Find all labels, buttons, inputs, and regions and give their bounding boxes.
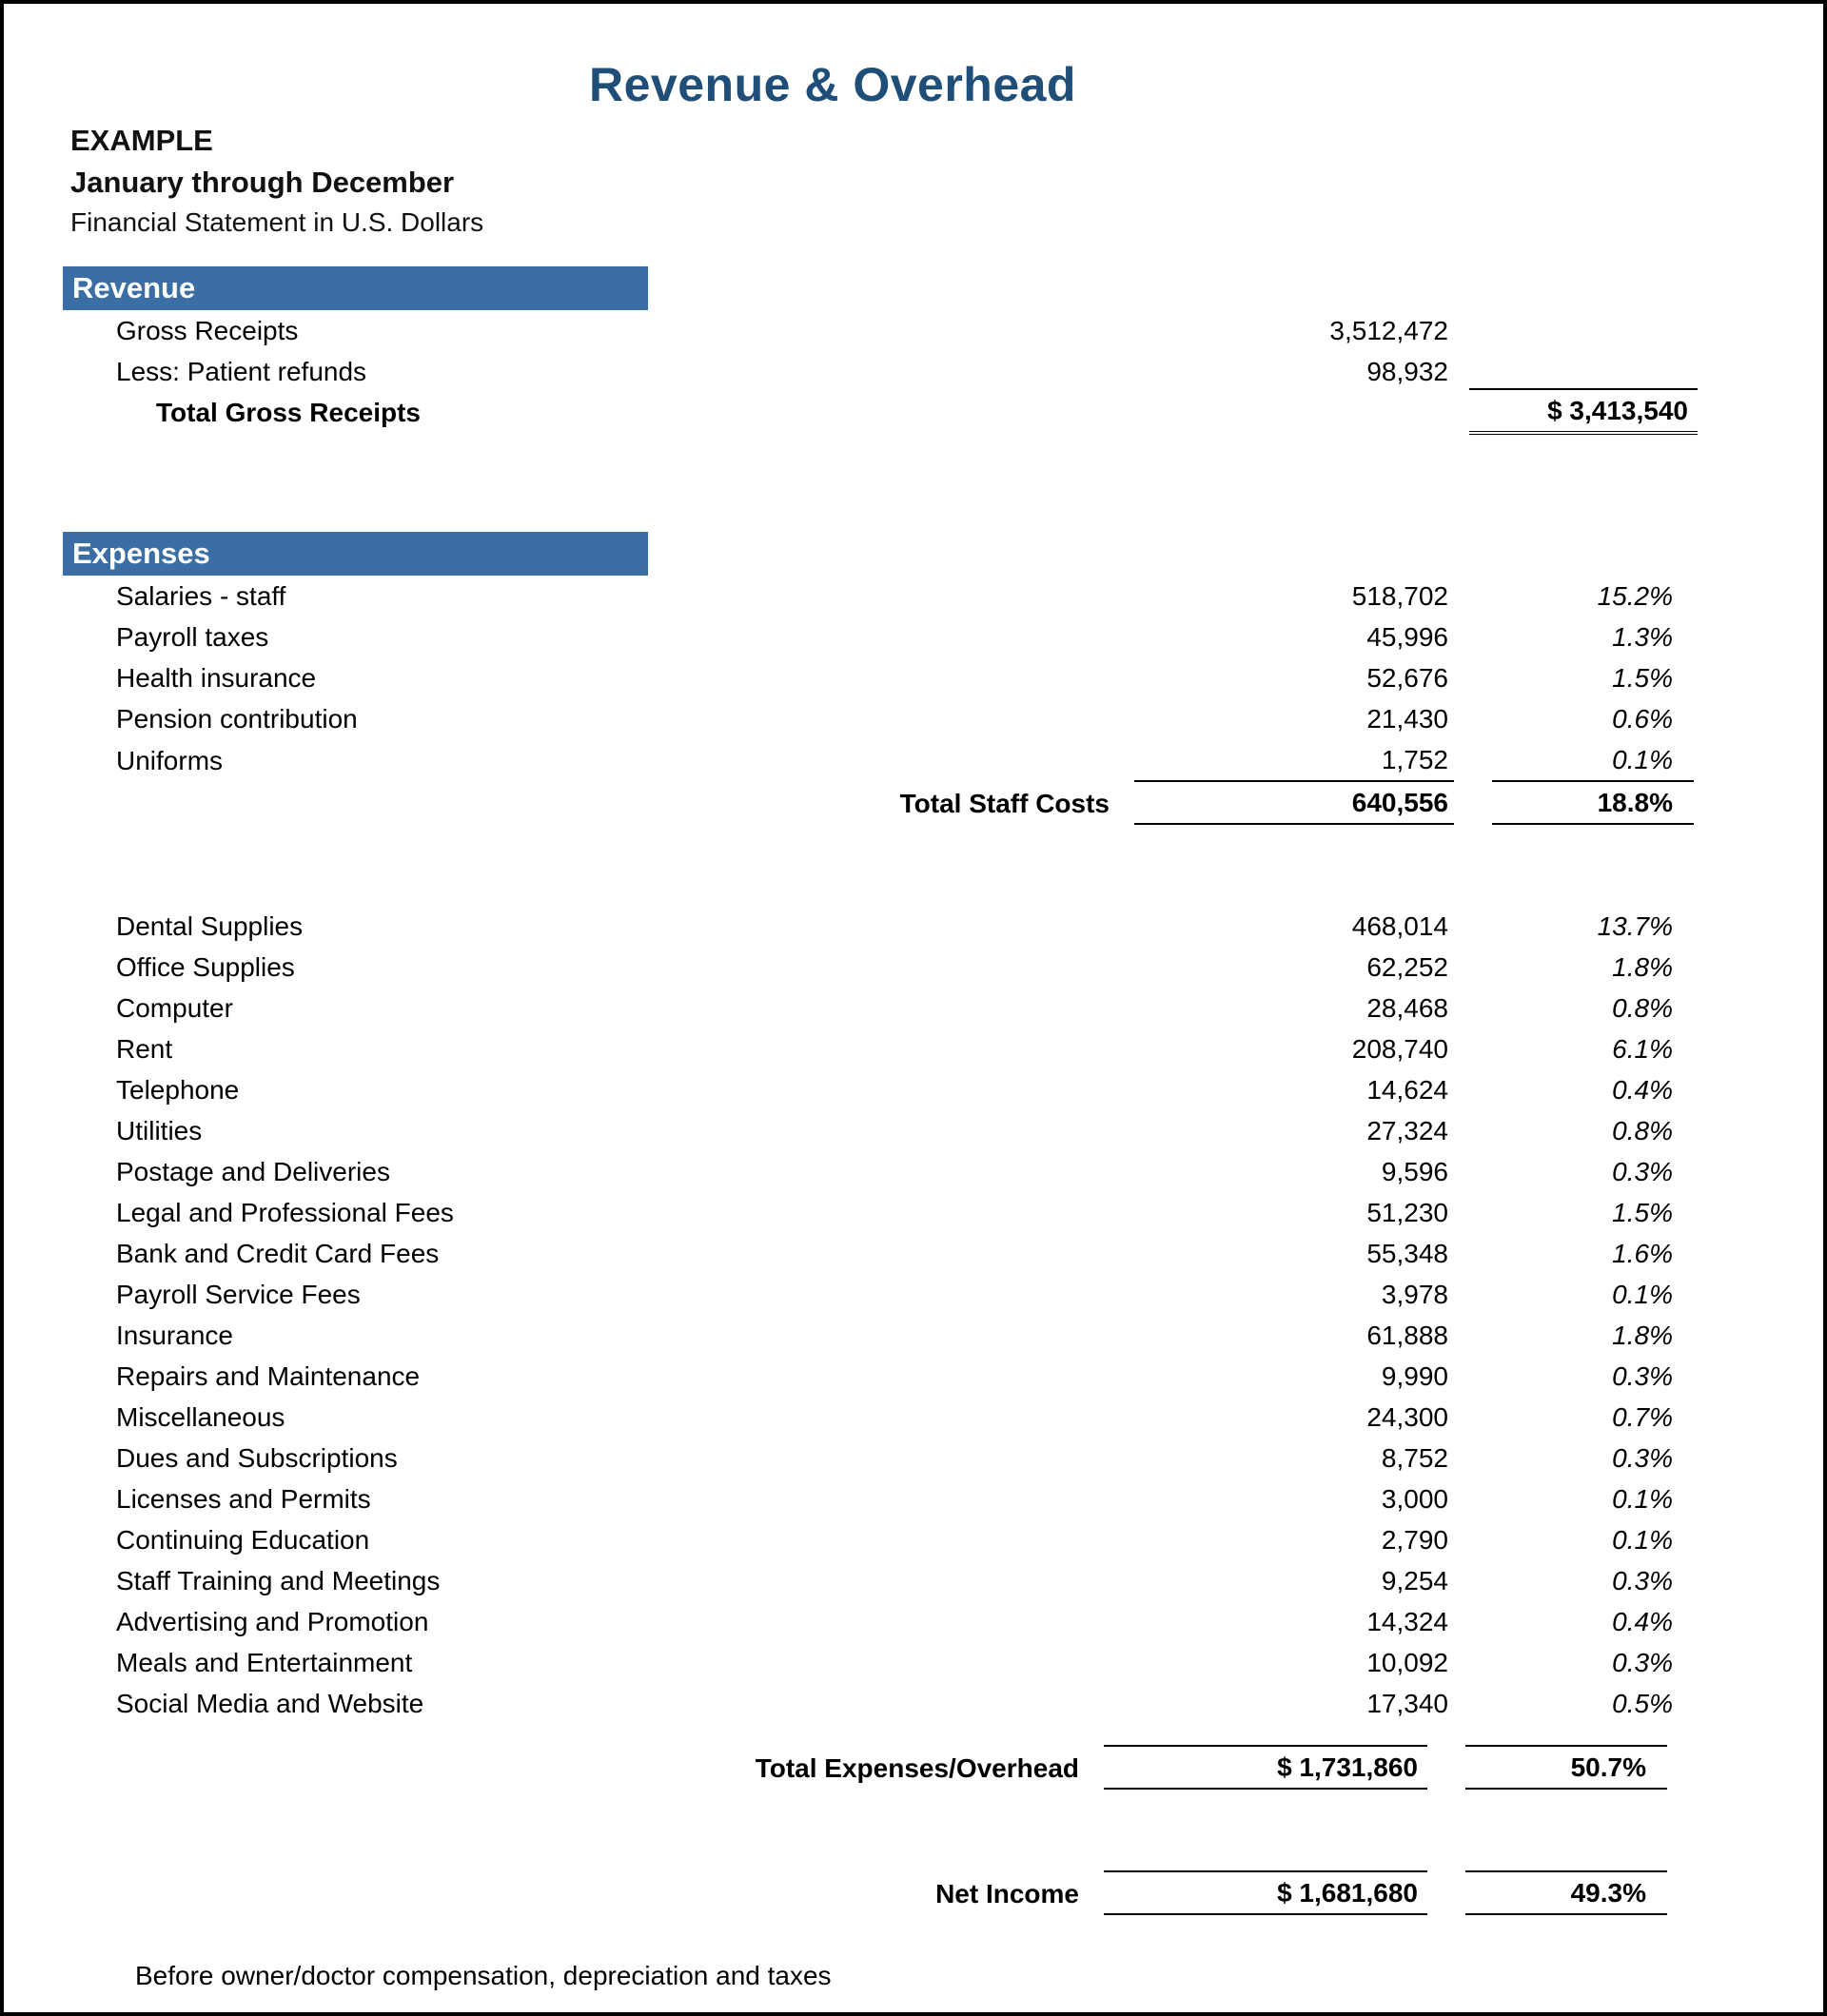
footnote: Before owner/doctor compensation, depreciation and taxes xyxy=(135,1961,832,1990)
expense-row-amount: 27,324 xyxy=(1366,1116,1448,1145)
spacer-cell xyxy=(782,1110,1134,1151)
spacer-cell xyxy=(1454,1274,1492,1315)
spacer-cell xyxy=(1694,906,1766,947)
net-income-row xyxy=(61,1871,1766,1914)
expense-row-label: Postage and Deliveries xyxy=(116,1157,390,1186)
expense-row-amount: 3,978 xyxy=(1381,1280,1448,1309)
spacer-cell xyxy=(1454,1519,1492,1560)
spacer-cell xyxy=(782,1478,1134,1519)
spacer-cell xyxy=(1694,617,1766,657)
spacer-cell xyxy=(782,739,1134,781)
spacer-cell xyxy=(1454,1069,1492,1110)
expense-row-amount: 51,230 xyxy=(1366,1198,1448,1227)
expense-row-amount: 14,624 xyxy=(1366,1075,1448,1105)
currency-subtitle: Financial Statement in U.S. Dollars xyxy=(70,207,484,237)
other-expenses-table xyxy=(61,906,1766,1724)
spacer-cell xyxy=(1454,1356,1492,1397)
staff-costs-body xyxy=(61,576,1766,906)
header-block xyxy=(70,124,1766,238)
spacer-cell xyxy=(1454,1151,1492,1192)
total-gross-receipts-label: Total Gross Receipts xyxy=(156,398,422,427)
expense-row-amount: 45,996 xyxy=(1366,622,1448,652)
spacer-cell xyxy=(1454,988,1492,1028)
expense-row-label: Office Supplies xyxy=(116,952,295,982)
table-row xyxy=(61,1642,1766,1683)
expense-row-pct: 6.1% xyxy=(1612,1034,1673,1064)
underline-amount xyxy=(1134,824,1454,865)
table-row xyxy=(61,1069,1766,1110)
expense-row-amount: 24,300 xyxy=(1366,1402,1448,1432)
other-expenses-body xyxy=(61,906,1766,1724)
spacer-cell xyxy=(782,1069,1134,1110)
spacer-cell xyxy=(1454,781,1492,824)
spacer-cell xyxy=(1427,1789,1465,1830)
spacer-cell xyxy=(1694,1519,1766,1560)
spacer-cell xyxy=(782,657,1134,698)
spacer-cell xyxy=(1694,1028,1766,1069)
spacer-cell xyxy=(1694,947,1766,988)
revenue-row-label: Less: Patient refunds xyxy=(116,357,367,386)
spacer-cell xyxy=(1454,1642,1492,1683)
spacer-cell xyxy=(1667,1914,1766,1955)
spacer-cell xyxy=(1694,1110,1766,1151)
table-row xyxy=(61,576,1766,617)
expense-row-pct: 0.4% xyxy=(1612,1607,1673,1636)
expense-row-amount: 9,990 xyxy=(1381,1361,1448,1391)
expense-row-amount: 55,348 xyxy=(1366,1239,1448,1268)
expense-row-amount: 3,000 xyxy=(1381,1484,1448,1514)
total-gross-receipts-amount: $ 3,413,540 xyxy=(1469,388,1698,435)
expense-row-amount: 17,340 xyxy=(1366,1689,1448,1718)
expense-row-label: Uniforms xyxy=(116,746,224,775)
expense-row-pct: 1.6% xyxy=(1612,1239,1673,1268)
net-income-label: Net Income xyxy=(935,1879,1079,1908)
expense-row-pct: 0.3% xyxy=(1612,1648,1673,1677)
expense-row-label: Social Media and Website xyxy=(116,1689,424,1718)
spacer-cell xyxy=(1694,1192,1766,1233)
underline-pct xyxy=(1492,824,1694,865)
spacer-cell xyxy=(1694,1315,1766,1356)
expense-row-label: Payroll Service Fees xyxy=(116,1280,361,1309)
total-expenses-pct: 50.7% xyxy=(1465,1746,1667,1789)
spacer-cell xyxy=(782,617,1134,657)
expense-row-label: Meals and Entertainment xyxy=(116,1648,413,1677)
spacer-cell xyxy=(1694,1151,1766,1192)
table-row xyxy=(61,988,1766,1028)
spacer-cell xyxy=(1694,988,1766,1028)
underline-amount xyxy=(1104,1789,1427,1830)
spacer-cell xyxy=(1454,617,1492,657)
revenue-row-pct xyxy=(1492,310,1694,351)
spacer-cell xyxy=(782,1519,1134,1560)
spacer-cell xyxy=(1454,1315,1492,1356)
expense-row-label: Licenses and Permits xyxy=(116,1484,371,1514)
spacer-cell xyxy=(1694,1560,1766,1601)
section-header-revenue: Revenue xyxy=(63,266,648,310)
expense-row-pct: 13.7% xyxy=(1597,911,1673,941)
table-row xyxy=(61,1151,1766,1192)
spacer-cell xyxy=(1454,906,1492,947)
expense-row-label: Staff Training and Meetings xyxy=(116,1566,441,1595)
expense-row-label: Dues and Subscriptions xyxy=(116,1443,398,1473)
spacer-cell xyxy=(61,824,782,865)
spacer-cell xyxy=(1694,1478,1766,1519)
expense-row-label: Salaries - staff xyxy=(116,581,286,611)
expense-row-label: Computer xyxy=(116,993,233,1023)
spacer-row xyxy=(61,865,1766,906)
example-label: EXAMPLE xyxy=(70,124,213,157)
table-row xyxy=(61,1274,1766,1315)
spacer-cell xyxy=(1694,1642,1766,1683)
spacer-cell xyxy=(782,947,1134,988)
expense-row-amount: 61,888 xyxy=(1366,1321,1448,1350)
total-expenses-row xyxy=(61,1746,1766,1789)
total-staff-costs-pct: 18.8% xyxy=(1492,781,1694,824)
spacer-cell xyxy=(61,1789,1104,1830)
spacer-cell xyxy=(782,351,1134,392)
spacer-cell xyxy=(1454,698,1492,739)
expense-row-pct: 1.5% xyxy=(1612,1198,1673,1227)
spacer-cell xyxy=(1454,310,1492,351)
staff-costs-table xyxy=(61,576,1766,906)
revenue-row-pct xyxy=(1492,351,1694,392)
table-row xyxy=(61,1315,1766,1356)
spacer-cell xyxy=(1454,1397,1492,1438)
expense-row-amount: 468,014 xyxy=(1351,911,1448,941)
totals-table xyxy=(61,1745,1766,1955)
table-row xyxy=(61,1683,1766,1724)
spacer-cell xyxy=(782,1356,1134,1397)
spacer-cell xyxy=(782,1642,1134,1683)
spacer-row xyxy=(61,1830,1766,1871)
spacer-cell xyxy=(1454,947,1492,988)
spacer-cell xyxy=(1427,1914,1465,1955)
expense-row-label: Insurance xyxy=(116,1321,233,1350)
expense-row-pct: 0.1% xyxy=(1612,1525,1673,1555)
spacer-cell xyxy=(782,1274,1134,1315)
page-content xyxy=(4,4,1823,1991)
expense-row-amount: 2,790 xyxy=(1381,1525,1448,1555)
spacer-cell xyxy=(61,1914,1104,1955)
spacer-cell xyxy=(1694,1438,1766,1478)
expense-row-label: Utilities xyxy=(116,1116,203,1145)
spacer-cell xyxy=(1694,824,1766,865)
table-row xyxy=(61,1519,1766,1560)
expense-row-label: Pension contribution xyxy=(116,704,358,734)
spacer-cell xyxy=(782,988,1134,1028)
net-income-amount: $ 1,681,680 xyxy=(1104,1871,1427,1914)
table-row xyxy=(61,947,1766,988)
spacer-cell xyxy=(1454,1110,1492,1151)
spacer-cell xyxy=(1694,1683,1766,1724)
table-row xyxy=(61,310,1766,351)
spacer-cell xyxy=(1694,739,1766,781)
section-gap xyxy=(61,433,1766,532)
spacer-cell xyxy=(782,1192,1134,1233)
underline-pct xyxy=(1465,1789,1667,1830)
expense-row-pct: 0.3% xyxy=(1612,1566,1673,1595)
expense-row-pct: 0.6% xyxy=(1612,704,1673,734)
expense-row-label: Repairs and Maintenance xyxy=(116,1361,421,1391)
spacer-cell xyxy=(1454,1560,1492,1601)
spacer-cell xyxy=(782,1601,1134,1642)
expense-row-amount: 518,702 xyxy=(1351,581,1448,611)
table-row xyxy=(61,1397,1766,1438)
expense-row-pct: 0.1% xyxy=(1612,745,1673,774)
spacer-cell xyxy=(1667,1746,1766,1789)
spacer-cell xyxy=(1694,657,1766,698)
section-header-expenses: Expenses xyxy=(63,532,648,576)
spacer-cell xyxy=(1454,576,1492,617)
net-income-pct: 49.3% xyxy=(1465,1871,1667,1914)
table-row xyxy=(61,698,1766,739)
underline-row xyxy=(61,1789,1766,1830)
expense-row-pct: 0.8% xyxy=(1612,993,1673,1023)
table-row xyxy=(61,1438,1766,1478)
underline-row xyxy=(61,1914,1766,1955)
expense-row-amount: 9,254 xyxy=(1381,1566,1448,1595)
expense-row-label: Advertising and Promotion xyxy=(116,1607,429,1636)
spacer-cell xyxy=(1454,657,1492,698)
spacer-cell xyxy=(1454,1233,1492,1274)
expense-row-amount: 9,596 xyxy=(1381,1157,1448,1186)
expense-row-label: Telephone xyxy=(116,1075,240,1105)
expense-row-amount: 14,324 xyxy=(1366,1607,1448,1636)
expense-row-amount: 1,752 xyxy=(1381,745,1448,774)
expense-row-pct: 0.5% xyxy=(1612,1689,1673,1718)
spacer-cell xyxy=(782,1438,1134,1478)
total-expenses-label: Total Expenses/Overhead xyxy=(755,1753,1079,1783)
spacer-cell xyxy=(1454,1478,1492,1519)
expense-row-pct: 15.2% xyxy=(1597,581,1673,611)
expense-row-pct: 0.3% xyxy=(1612,1157,1673,1186)
expense-row-label: Rent xyxy=(116,1034,173,1064)
expense-row-pct: 0.1% xyxy=(1612,1484,1673,1514)
table-row xyxy=(61,1601,1766,1642)
spacer-cell xyxy=(1454,1601,1492,1642)
table-row xyxy=(61,1356,1766,1397)
underline-row xyxy=(61,824,1766,865)
spacer-cell xyxy=(1694,1069,1766,1110)
expense-row-amount: 28,468 xyxy=(1366,993,1448,1023)
spacer-cell xyxy=(1427,1746,1465,1789)
expense-row-label: Miscellaneous xyxy=(116,1402,285,1432)
table-row xyxy=(61,1478,1766,1519)
expense-row-pct: 0.1% xyxy=(1612,1280,1673,1309)
spacer-cell xyxy=(1694,576,1766,617)
expense-row-pct: 0.8% xyxy=(1612,1116,1673,1145)
spacer-cell xyxy=(1427,1871,1465,1914)
revenue-row-label: Gross Receipts xyxy=(116,316,299,345)
expense-row-pct: 0.3% xyxy=(1612,1443,1673,1473)
expense-row-amount: 208,740 xyxy=(1351,1034,1448,1064)
table-row xyxy=(61,1192,1766,1233)
expense-row-pct: 0.4% xyxy=(1612,1075,1673,1105)
table-row xyxy=(61,351,1766,392)
total-expenses-amount: $ 1,731,860 xyxy=(1104,1746,1427,1789)
expense-row-amount: 8,752 xyxy=(1381,1443,1448,1473)
spacer-cell xyxy=(782,1315,1134,1356)
expense-row-amount: 10,092 xyxy=(1366,1648,1448,1677)
spacer-cell xyxy=(782,576,1134,617)
spacer-cell xyxy=(1694,1356,1766,1397)
spacer-cell xyxy=(1454,351,1492,392)
spacer-cell xyxy=(782,1151,1134,1192)
expense-row-label: Legal and Professional Fees xyxy=(116,1198,454,1227)
table-row xyxy=(61,1233,1766,1274)
spacer-cell xyxy=(782,906,1134,947)
spacer-cell xyxy=(1454,1192,1492,1233)
expense-row-pct: 1.8% xyxy=(1612,1321,1673,1350)
spacer-cell xyxy=(782,1560,1134,1601)
spacer-cell xyxy=(782,824,1134,865)
spacer-cell xyxy=(1694,351,1766,392)
spacer-cell xyxy=(61,1830,1766,1871)
spacer-cell xyxy=(61,865,1766,906)
spacer-cell xyxy=(1454,1028,1492,1069)
spacer-cell xyxy=(1694,310,1766,351)
revenue-row-amount: 98,932 xyxy=(1366,357,1448,386)
spacer-cell xyxy=(1694,1397,1766,1438)
spacer-cell xyxy=(1454,1438,1492,1478)
period-label: January through December xyxy=(70,166,455,199)
page-title: Revenue & Overhead xyxy=(589,58,1076,111)
table-row xyxy=(61,739,1766,781)
table-row xyxy=(61,906,1766,947)
spacer-cell xyxy=(782,1397,1134,1438)
table-row xyxy=(61,1560,1766,1601)
expense-row-label: Bank and Credit Card Fees xyxy=(116,1239,440,1268)
expense-row-pct: 1.5% xyxy=(1612,663,1673,693)
expense-row-amount: 21,430 xyxy=(1366,704,1448,734)
underline-pct xyxy=(1465,1914,1667,1955)
table-row xyxy=(61,1110,1766,1151)
expense-row-pct: 0.3% xyxy=(1612,1361,1673,1391)
spacer-cell xyxy=(1694,781,1766,824)
spacer-cell xyxy=(1694,698,1766,739)
total-staff-costs-amount: 640,556 xyxy=(1134,781,1454,824)
total-staff-costs-label: Total Staff Costs xyxy=(899,789,1110,818)
table-row xyxy=(61,657,1766,698)
spacer-cell xyxy=(1694,1601,1766,1642)
spacer-cell xyxy=(1454,1683,1492,1724)
spacer-cell xyxy=(782,310,1134,351)
spacer-cell xyxy=(782,698,1134,739)
table-row xyxy=(61,617,1766,657)
total-gross-receipts-amount-wrap xyxy=(61,392,1766,433)
expense-row-pct: 1.3% xyxy=(1612,622,1673,652)
expense-row-amount: 52,676 xyxy=(1366,663,1448,693)
spacer-cell xyxy=(782,1233,1134,1274)
total-staff-costs-row xyxy=(61,781,1766,824)
expense-row-label: Dental Supplies xyxy=(116,911,304,941)
expense-row-pct: 0.7% xyxy=(1612,1402,1673,1432)
spacer-cell xyxy=(782,1028,1134,1069)
expense-row-label: Continuing Education xyxy=(116,1525,370,1555)
underline-amount xyxy=(1104,1914,1427,1955)
spacer-cell xyxy=(1454,739,1492,781)
expense-row-label: Payroll taxes xyxy=(116,622,269,652)
revenue-row-amount: 3,512,472 xyxy=(1329,316,1448,345)
spacer-cell xyxy=(1694,1233,1766,1274)
expense-row-amount: 62,252 xyxy=(1366,952,1448,982)
spacer-cell xyxy=(782,1683,1134,1724)
expense-row-pct: 1.8% xyxy=(1612,952,1673,982)
table-row xyxy=(61,1028,1766,1069)
spacer-cell xyxy=(1454,824,1492,865)
spacer-cell xyxy=(1667,1871,1766,1914)
spacer-cell xyxy=(1667,1789,1766,1830)
spacer-cell xyxy=(1694,1274,1766,1315)
expense-row-label: Health insurance xyxy=(116,663,317,693)
